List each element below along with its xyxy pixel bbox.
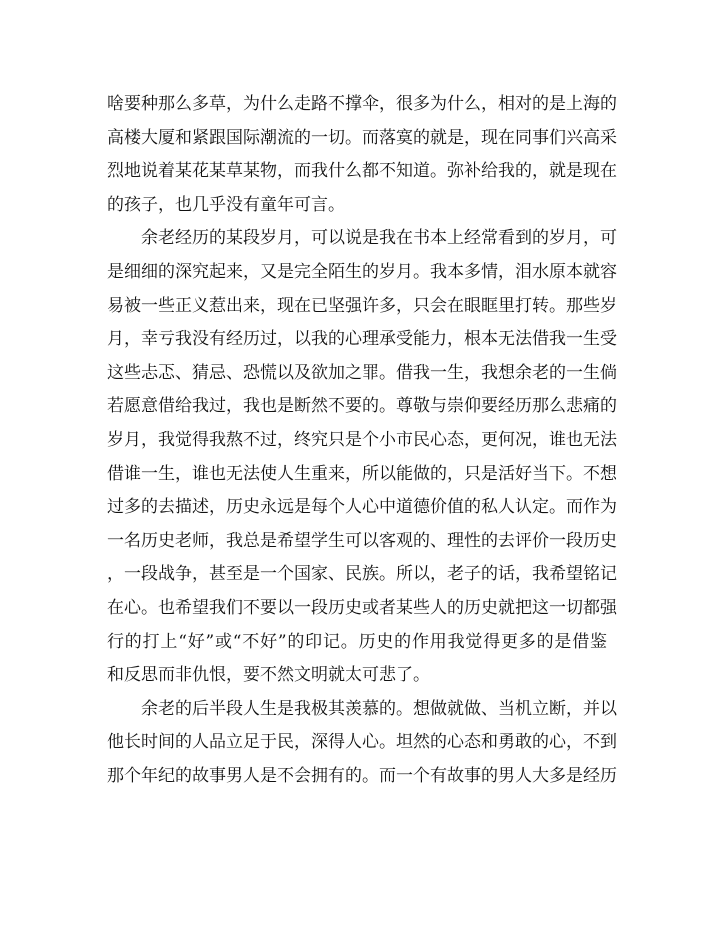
- text-line: 过多的去描述，历史永远是每个人心中道德价值的私人认定。而作为: [107, 497, 617, 518]
- text-line: 岁月，我觉得我熬不过，终究只是个小市民心态，更何况，谁也无法: [107, 429, 617, 450]
- text-line: 的孩子，也几乎没有童年可言。: [107, 194, 345, 215]
- text-line: 若愿意借给我过，我也是断然不要的。尊敬与崇仰要经历那么悲痛的: [107, 396, 617, 417]
- text-line: 啥要种那么多草，为什么走路不撑伞，很多为什么，相对的是上海的: [107, 94, 617, 114]
- text-line: 烈地说着某花某草某物，而我什么都不知道。弥补给我的，就是现在: [107, 161, 617, 182]
- text-line: 月，幸亏我没有经历过，以我的心理承受能力，根本无法借我一生受: [107, 329, 617, 350]
- text-line: 是细细的深究起来，又是完全陌生的岁月。我本多情，泪水原本就容: [107, 261, 617, 282]
- text-line: ，一段战争，甚至是一个国家、民族。所以，老子的话，我希望铭记: [107, 564, 617, 585]
- text-line: 余老的后半段人生是我极其羡慕的。想做就做、当机立断，并以: [141, 698, 617, 719]
- text-line: 那个年纪的故事男人是不会拥有的。而一个有故事的男人大多是经历: [107, 765, 617, 786]
- text-line: 他长时间的人品立足于民，深得人心。坦然的心态和勇敢的心，不到: [107, 732, 617, 753]
- text-line: 易被一些正义惹出来，现在已坚强许多，只会在眼眶里打转。那些岁: [107, 295, 617, 316]
- essay-text: [107, 88, 617, 793]
- text-line: 高楼大厦和紧跟国际潮流的一切。而落寞的就是，现在同事们兴高采: [107, 127, 617, 148]
- text-line: 行的打上“好”或“不好”的印记。历史的作用我觉得更多的是借鉴: [107, 631, 607, 652]
- text-line: 一名历史老师，我总是希望学生可以客观的、理性的去评价一段历史: [107, 530, 617, 551]
- text-line: 余老经历的某段岁月，可以说是我在书本上经常看到的岁月，可: [141, 228, 617, 249]
- text-line: 这些忐忑、猜忌、恐慌以及欲加之罪。借我一生，我想余老的一生倘: [107, 362, 617, 383]
- text-line: 和反思而非仇恨，要不然文明就太可悲了。: [107, 665, 430, 686]
- text-line: 在心。也希望我们不要以一段历史或者某些人的历史就把这一切都强: [107, 597, 617, 618]
- text-line: 借谁一生，谁也无法使人生重来，所以能做的，只是活好当下。不想: [107, 463, 617, 484]
